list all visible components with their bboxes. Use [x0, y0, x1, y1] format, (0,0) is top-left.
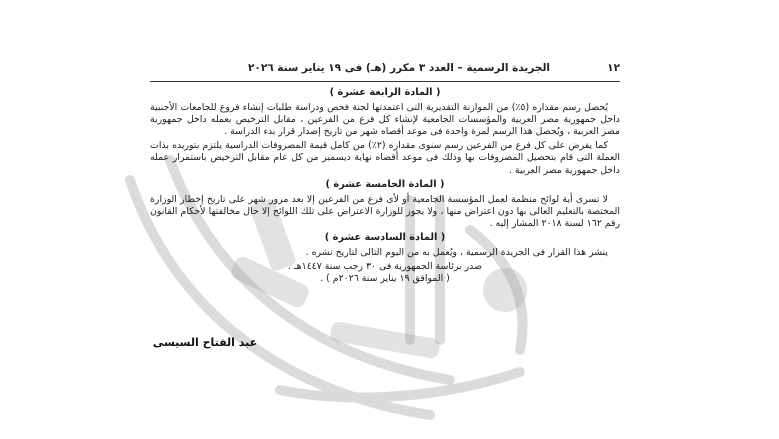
article-paragraph: كما يفرض على كل فرع من الفرعين رسم سنوى مقداره (٢٪) من كامل قيمة المصروفات الدراسية يلتزم بتوريده بذات العملة التى قام بتحصيل المصروفات بها وذلك فى موعد أقصاه نهاية ديسمبر من كل عام مقابل الترخيص باستمرار عمله داخل جمهورية مصر العربية .	[150, 140, 620, 176]
article-paragraph: لا تسرى أية لوائح منظمة لعمل المؤسسة الجامعية أو لأى فرع من الفرعين إلا بعد مرور شهر على تاريخ إخطار الوزارة المختصة بالتعليم العالى بها دون اعتراض منها ، ولا يجوز للوزارة الاعتراض على تلك اللوائح إلا حال مخالفتها لأحكام القانون رقم ١٦٢ لسنة ٢٠١٨ المشار إليه .	[150, 193, 620, 229]
article-paragraph: ينشر هذا القرار فى الجريدة الرسمية ، ويُعمل به من اليوم التالى لتاريخ نشره .	[305, 247, 608, 259]
page-header	[150, 62, 620, 80]
gazette-issue-title: الجريدة الرسمية – العدد ٣ مكرر (هـ) فى ١٩ يناير سنة ٢٠٢٦	[248, 62, 550, 74]
article-title: ( المادة الرابعة عشرة )	[329, 87, 441, 98]
president-signature: عبد الفتاح السيسى	[152, 336, 258, 349]
article-paragraph: يُحصل رسم مقداره (٥٪) من الموازنة التقديرية التى اعتمدتها لجنة فحص ودراسة طلبات إنشاء فروع للجامعات الأجنبية داخل جمهورية مصر العربية والمؤسسات الجامعية لإنشاء كل فرع من الفرعين ، مقابل الترخيص بعمله داخل جمهورية مصر العربية ، ويُحصل هذا الرسم لمرة واحدة فى موعد أقصاه شهر من تاريخ إصدار قرار بدء الدراسة .	[150, 102, 620, 138]
header-divider	[150, 81, 620, 82]
article-16	[150, 232, 620, 285]
page-number: ١٢	[607, 62, 620, 74]
article-title: ( المادة السادسة عشرة )	[324, 232, 446, 244]
article-14	[150, 87, 620, 177]
article-15	[150, 179, 620, 230]
decree-body	[150, 86, 620, 285]
article-title: ( المادة الخامسة عشرة )	[325, 178, 445, 190]
issuance-line: صدر برئاسة الجمهورية فى ٣٠ رجب سنة ١٤٤٧هـ .	[287, 261, 483, 273]
gregorian-date-line: ( الموافق ١٩ يناير سنة ٢٠٢٦م ) .	[320, 273, 450, 285]
